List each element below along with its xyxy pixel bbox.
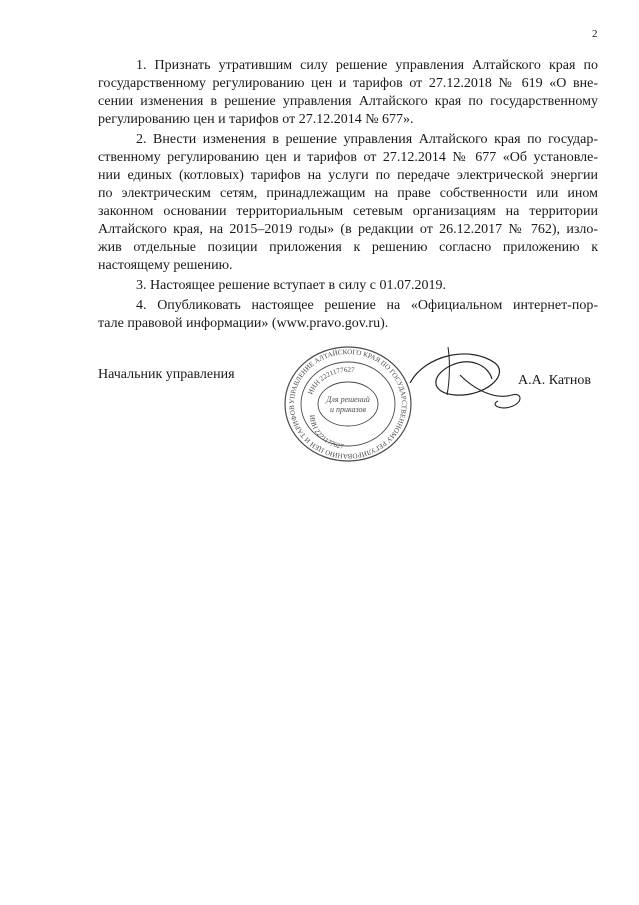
signature-stroke-tail — [460, 375, 520, 408]
paragraph — [98, 277, 598, 295]
signature-stroke-loop — [410, 354, 499, 395]
stamp-inn-top-text: ИНН 2221177627 — [306, 365, 355, 396]
stamp-center-line-1: Для решений — [326, 395, 370, 404]
paragraph-line: 4. Опубликовать настоящее решение на «Официальном интернет-пор- — [136, 298, 598, 313]
paragraph-line: государственному регулированию цен и тарифов от 27.12.2018 № 619 «О вне- — [98, 76, 598, 91]
handwritten-signature — [400, 335, 530, 425]
paragraph-line: по электрическим сетям, принадлежащим на праве собственности или ином — [98, 186, 598, 201]
paragraph — [98, 57, 598, 129]
paragraph-line: законном основании территориальным сетевым организациям на территории — [98, 204, 598, 219]
paragraph-line: жив отдельные позиции приложения к решению согласно приложению к — [98, 240, 598, 255]
signer-name: А.А. Катнов — [518, 373, 591, 388]
paragraph-line: 3. Настоящее решение вступает в силу с 01.07.2019. — [136, 278, 446, 293]
stamp-inn-bottom-text: ИНН 2221177627 — [307, 414, 345, 451]
paragraph-line: тале правовой информации» (www.pravo.gov.ru). — [98, 316, 389, 331]
paragraph-line: сении изменения в решение управления Алтайского края по государственному — [98, 94, 598, 109]
paragraph-line: настоящему решению. — [98, 258, 233, 273]
stamp-inner-ring — [318, 382, 378, 426]
paragraph — [98, 131, 598, 275]
paragraph-line: ственному регулированию цен и тарифов от 27.12.2014 № 677 «Об установле- — [98, 150, 598, 165]
paragraph — [98, 297, 598, 333]
page-number: 2 — [592, 28, 598, 40]
official-stamp — [282, 345, 414, 463]
signer-title: Начальник управления — [98, 367, 235, 382]
stamp-outer-ring — [285, 347, 411, 461]
paragraph-line: 1. Признать утратившим силу решение управления Алтайского края по — [136, 58, 598, 73]
stamp-center-line-2: и приказов — [329, 405, 367, 414]
paragraph-line: 2. Внести изменения в решение управления Алтайского края по государ- — [136, 132, 598, 147]
stamp-outer-text: УПРАВЛЕНИЕ АЛТАЙСКОГО КРАЯ ПО ГОСУДАРСТВЕННОМУ РЕГУЛИРОВАНИЮ ЦЕН И ТАРИФОВ — [287, 347, 409, 461]
paragraph-line: регулированию цен и тарифов от 27.12.2014 № 677». — [98, 112, 414, 127]
signature-stroke-vertical — [447, 347, 449, 395]
paragraph-line: нии единых (котловых) тарифов на услуги по передаче электрической энергии — [98, 168, 598, 183]
paragraph-line: Алтайского края, на 2015–2019 годы» (в редакции от 26.12.2017 № 762), изло- — [98, 222, 598, 237]
document-body — [98, 57, 598, 333]
